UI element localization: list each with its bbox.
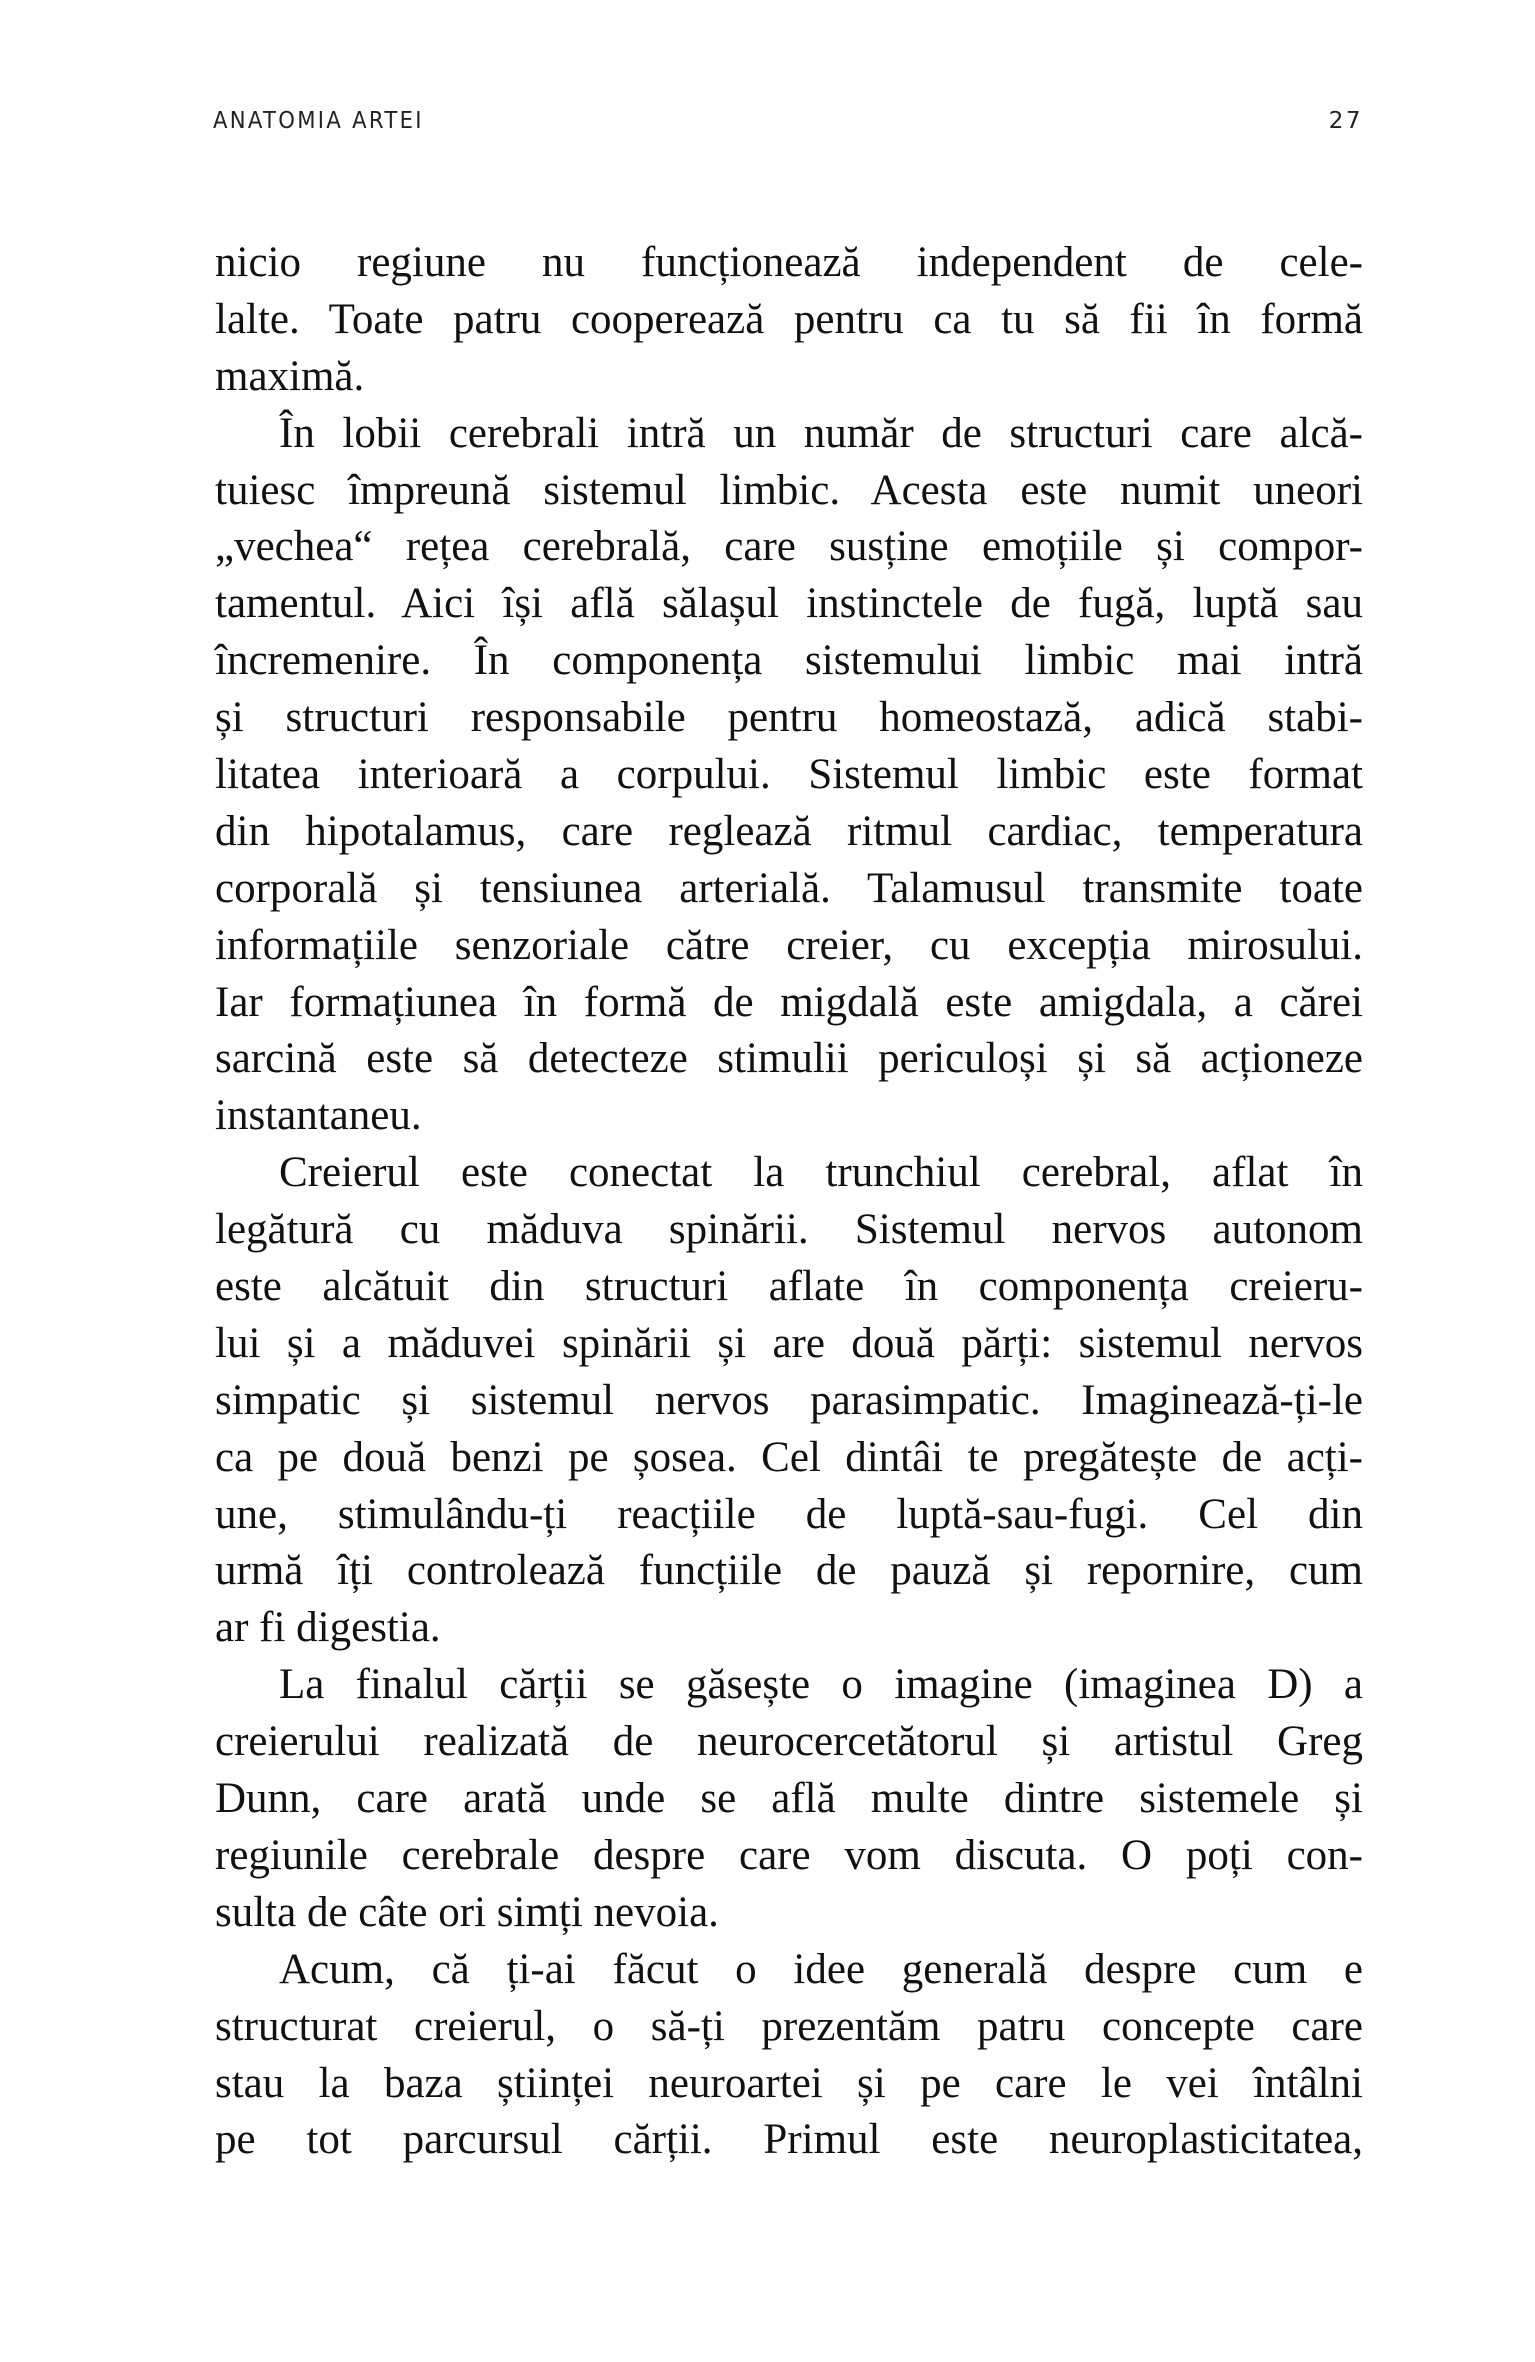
text-line: Creierul este conectat la trunchiul cerebral, aflat în [279,1149,1363,1197]
page-header [213,108,1363,134]
text-line: ca pe două benzi pe șosea. Cel dintâi te pregătește de acți- [215,1433,1363,1481]
text-line: corporală și tensiunea arterială. Talamusul transmite toate [215,864,1363,912]
text-line: lalte. Toate patru cooperează pentru ca tu să fii în formă [215,295,1363,343]
paragraph [215,406,1363,1146]
text-line: structurat creierul, o să-ți prezentăm patru concepte care [215,2002,1363,2050]
paragraph [215,1942,1363,2170]
text-line: tuiesc împreună sistemul limbic. Acesta este numit uneori [215,466,1363,514]
text-line: creierului realizată de neurocercetătorul și artistul Greg [215,1718,1363,1766]
text-line: une, stimulându-ți reacțiile de luptă-sau-fugi. Cel din [215,1490,1363,1538]
text-line: informațiile senzoriale către creier, cu excepția mirosului. [215,921,1363,969]
text-line: nicio regiune nu funcționează independent de cele- [215,239,1363,286]
page-number: 27 [1328,108,1363,134]
text-line: sulta de câte ori simți nevoia. [215,1888,719,1936]
text-line: legătură cu măduva spinării. Sistemul nervos autonom [215,1206,1363,1254]
text-line: lui și a măduvei spinării și are două părți: sistemul nervos [215,1319,1363,1367]
text-line: Acum, că ți-ai făcut o idee generală despre cum e [279,1945,1363,1993]
text-line: La finalul cărții se găsește o imagine (imaginea D) a [279,1661,1363,1709]
text-line: litatea interioară a corpului. Sistemul limbic este format [215,751,1363,799]
text-line: și structuri responsabile pentru homeostază, adică stabi- [215,694,1363,742]
paragraph [215,1657,1363,1941]
text-line: maximă. [215,352,365,400]
text-line: instantaneu. [215,1092,422,1140]
text-line: simpatic și sistemul nervos parasimpatic. Imaginează-ți-le [215,1376,1363,1424]
text-line: este alcătuit din structuri aflate în componența creieru- [215,1263,1363,1311]
paragraph [215,235,1363,406]
text-line: urmă îți controlează funcțiile de pauză și repornire, cum [215,1547,1363,1595]
text-line: Iar formațiunea în formă de migdală este amigdala, a cărei [215,978,1363,1026]
text-line: sarcină este să detecteze stimulii periculoși și să acționeze [215,1035,1363,1083]
text-line: tamentul. Aici își află sălașul instinctele de fugă, luptă sau [215,580,1363,628]
text-line: În lobii cerebrali intră un număr de structuri care alcă- [279,409,1363,457]
text-line: pe tot parcursul cărții. Primul este neuroplasticitatea, [215,2116,1363,2164]
text-line: încremenire. În componența sistemului limbic mai intră [215,637,1363,685]
text-line: regiunile cerebrale despre care vom discuta. O poți con- [215,1831,1363,1879]
text-line: din hipotalamus, care reglează ritmul cardiac, temperatura [215,807,1363,855]
paragraph [215,1145,1363,1657]
body-text [215,235,1363,2169]
text-line: „vechea“ rețea cerebrală, care susține emoțiile și compor- [215,523,1363,571]
running-title: ANATOMIA ARTEI [213,108,424,134]
text-line: ar fi digestia. [215,1604,441,1652]
text-line: stau la baza științei neuroartei și pe care le vei întâlni [215,2059,1363,2107]
text-line: Dunn, care arată unde se află multe dintre sistemele și [215,1775,1363,1823]
